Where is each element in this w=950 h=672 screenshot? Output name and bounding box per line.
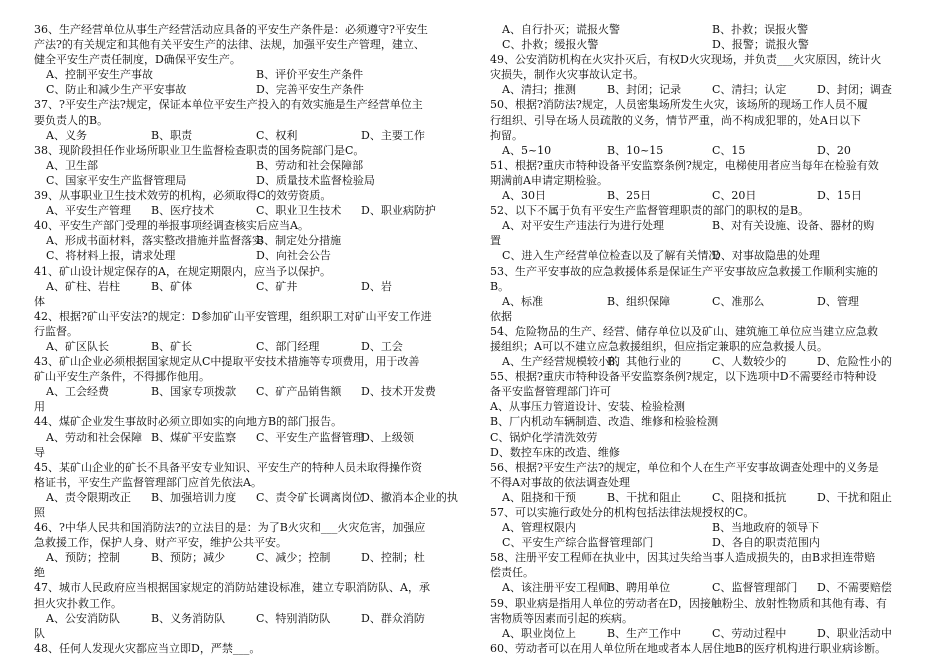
question-text-line: 47、城市人民政府应当根据国家规定的消防站建设标准，建立专职消防队、A，承 xyxy=(34,581,430,595)
question-text-line: 46、?中华人民共和国消防法?的立法目的是：为了B火灾和___火灾危害，加强应 xyxy=(34,521,426,535)
option-text: C、部门经理 xyxy=(256,339,320,353)
question-text-line: 55、根据?重庆市特种设备平安监察条例?规定，以下选项中D不需要经市特种设 xyxy=(490,370,877,384)
option-text: A、平安生产管理 xyxy=(46,204,131,218)
question-text-line: 51、根据?重庆市特种设备平安监察条例?规定，电梯使用者应当每年在检验有效 xyxy=(490,158,879,172)
option-text: C、责令矿长调离岗位 xyxy=(256,490,364,504)
option-text: D、不需要赔偿 xyxy=(817,581,892,595)
left-column xyxy=(34,22,466,656)
question-text-line: 57、可以实施行政处分的机构包括法律法规授权的C。 xyxy=(490,506,755,519)
question-text-line: 依据 xyxy=(490,309,512,323)
option-row xyxy=(490,248,922,263)
option-row xyxy=(490,37,922,52)
option-text: B、对有关设施、设备、器材的购 xyxy=(712,219,875,233)
option-text: B、职责 xyxy=(151,128,193,142)
question-text-line: 52、以下不属于负有平安生产监督管理职责的部门的职权的是B。 xyxy=(490,204,810,218)
option-text: B、医疗技术 xyxy=(151,204,215,218)
option-text: D、撤消本企业的执 xyxy=(361,490,458,504)
option-text: D、15日 xyxy=(817,189,862,203)
question-text-line: 置 xyxy=(490,234,501,248)
option-row xyxy=(34,279,466,294)
question-text-line: 期满前A申请定期检验。 xyxy=(490,173,608,187)
option-text: B、扑救；误报火警 xyxy=(712,23,809,36)
option-text: D、完善平安生产条件 xyxy=(256,83,364,97)
question-text-line: 行监督。 xyxy=(34,324,78,338)
option-row xyxy=(34,203,466,218)
question-text-line: 用 xyxy=(34,400,45,414)
option-row xyxy=(490,218,922,233)
question-text-line: 59、职业病是指用人单位的劳动者在D，因接触粉尘、放射性物质和其他有毒、有 xyxy=(490,596,887,610)
option-row xyxy=(490,82,922,97)
option-text: B、预防；减少 xyxy=(151,551,226,565)
option-text: C、阻挠和抵抗 xyxy=(712,490,787,504)
question-text-line: 队 xyxy=(34,626,45,640)
question-text-line: 50、根据?消防法?规定，人员密集场所发生火灾，该场所的现场工作人员不履 xyxy=(490,98,868,112)
option-text: D、质量技术监督检验局 xyxy=(256,173,375,187)
option-text: D、管理 xyxy=(817,294,859,308)
option-row xyxy=(490,354,922,369)
question-text-line: 38、现阶段担任作业场所职业卫生监督检查职责的国务院部门是C。 xyxy=(34,143,365,157)
option-text: A、阻挠和干预 xyxy=(502,490,576,504)
option-row xyxy=(490,490,922,505)
question-text-line: 担火灾扑救工作。 xyxy=(34,596,122,610)
option-text: B、矿长 xyxy=(151,339,193,353)
option-text: D、危险性小的 xyxy=(817,355,892,369)
option-text: A、控制平安生产事故 xyxy=(46,68,153,82)
option-text: C、劳动过程中 xyxy=(712,626,787,640)
option-text: B、加强培训力度 xyxy=(151,490,237,504)
option-text: D、对事故隐患的处理 xyxy=(712,249,820,263)
option-text: D、20 xyxy=(817,143,851,157)
option-text: C、平安生产监督管理 xyxy=(256,430,364,444)
option-text: C、矿井 xyxy=(256,279,298,293)
option-text: C、职业卫生技术 xyxy=(256,204,342,218)
option-text: A、卫生部 xyxy=(46,158,98,172)
option-text: A、清扫；推测 xyxy=(502,83,576,97)
question-text-line: C、锅炉化学清洗效劳 xyxy=(490,430,598,444)
option-row xyxy=(490,626,922,641)
option-text: B、义务消防队 xyxy=(151,611,226,625)
option-row xyxy=(34,173,466,188)
option-text: B、当地政府的领导下 xyxy=(712,521,820,535)
option-text: B、劳动和社会保障部 xyxy=(256,158,364,172)
question-text-line: B。 xyxy=(490,279,510,293)
question-text-line: 照 xyxy=(34,506,45,519)
option-row xyxy=(34,248,466,263)
option-text: A、职业岗位上 xyxy=(502,626,576,640)
question-text-line: 45、某矿山企业的矿长不具备平安专业知识、平安生产的特种人员未取得操作资 xyxy=(34,460,422,474)
option-text: B、干扰和阻止 xyxy=(607,490,682,504)
option-text: A、该注册平安工程师 xyxy=(502,581,609,595)
option-text: B、煤矿平安监察 xyxy=(151,430,237,444)
option-text: A、矿柱、岩柱 xyxy=(46,279,120,293)
option-row xyxy=(34,430,466,445)
question-text-line: B、厂内机动车辆制造、改造、维修和检验检测 xyxy=(490,415,719,429)
option-text: D、上级领 xyxy=(361,430,414,444)
option-text: A、自行扑灭；谎报火警 xyxy=(502,23,620,36)
option-text: C、国家平安生产监督管理局 xyxy=(46,173,187,187)
option-row xyxy=(490,22,922,37)
option-row xyxy=(34,384,466,399)
option-text: A、公安消防队 xyxy=(46,611,120,625)
option-text: A、预防；控制 xyxy=(46,551,120,565)
option-row xyxy=(490,520,922,535)
option-text: D、群众消防 xyxy=(361,611,425,625)
question-text-line: 60、劳动者可以在用人单位所在地或者本人居住地B的医疗机构进行职业病诊断。 xyxy=(490,641,887,655)
option-text: B、25日 xyxy=(607,189,652,203)
option-text: B、聘用单位 xyxy=(607,581,671,595)
question-text-line: D、数控车床的改造、维修 xyxy=(490,445,620,459)
option-row xyxy=(490,580,922,595)
question-text-line: 41、矿山设计规定保存的A，在规定期限内，应当予以保护。 xyxy=(34,264,331,278)
question-text-line: A、从事压力管道设计、安装、检验检测 xyxy=(490,400,685,414)
option-text: A、工会经费 xyxy=(46,385,109,399)
option-row xyxy=(34,82,466,97)
option-row xyxy=(34,550,466,565)
question-text-line: 58、注册平安工程师在执业中，因其过失给当事人造成损失的，由B求担连带赔 xyxy=(490,551,876,565)
question-text-line: 37、?平安生产法?规定，保证本单位平安生产投入的有效实施是生产经营单位主 xyxy=(34,98,423,112)
question-text-line: 产法?的有关规定和其他有关平安生产的法律、法规，加强平安生产管理，建立、 xyxy=(34,38,425,52)
question-text-line: 39、从事职业卫生技术效劳的机构，必须取得C的效劳资质。 xyxy=(34,189,332,203)
option-text: C、20日 xyxy=(712,189,757,203)
question-text-line: 53、生产平安事故的应急救援体系是保证生产平安事故应急救援工作顺利实施的 xyxy=(490,264,878,278)
option-text: C、防止和减少生产平安事故 xyxy=(46,83,187,97)
question-text-line: 拘留。 xyxy=(490,128,523,142)
question-text-line: 43、矿山企业必须根据国家规定从C中提取平安技术措施等专项费用，用于改善 xyxy=(34,355,420,369)
option-text: D、技术开发费 xyxy=(361,385,436,399)
option-row xyxy=(34,611,466,626)
question-text-line: 要负责人的B。 xyxy=(34,113,109,127)
question-text-line: 42、根据?矿山平安法?的规定：D参加矿山平安管理，组织职工对矿山平安工作进 xyxy=(34,309,432,323)
option-text: C、平安生产综合监督管理部门 xyxy=(502,536,654,550)
option-text: C、特别消防队 xyxy=(256,611,331,625)
option-row xyxy=(490,188,922,203)
question-text-line: 害物质等因素而引起的疾病。 xyxy=(490,611,633,625)
option-text: D、职业活动中 xyxy=(817,626,892,640)
option-row xyxy=(490,294,922,309)
option-row xyxy=(34,233,466,248)
question-text-line: 48、任何人发现火灾都应当立即D，严禁___。 xyxy=(34,641,261,655)
option-text: C、准那么 xyxy=(712,294,765,308)
question-text-line: 49、公安消防机构在火灾扑灭后，有权D火灾现场，并负责___火灾原因，统计火 xyxy=(490,53,882,67)
question-text-line: 40、平安生产部门受理的举报事项经调查核实后应当A。 xyxy=(34,219,309,233)
option-row xyxy=(34,490,466,505)
option-row xyxy=(34,339,466,354)
question-text-line: 44、煤矿企业发生事故时必须立即如实的向地方B的部门报告。 xyxy=(34,415,343,429)
option-text: C、将材料上报，请求处理 xyxy=(46,249,176,263)
option-text: B、其他行业的 xyxy=(607,355,682,369)
question-text-line: 矿山平安生产条件，不得挪作他用。 xyxy=(34,370,210,384)
option-text: A、生产经营规模较小的 xyxy=(502,355,620,369)
question-text-line: 行组织、引导在场人员疏散的义务，情节严重，尚不构成犯罪的，处A日以下 xyxy=(490,113,861,127)
question-text-line: 偿责任。 xyxy=(490,566,534,580)
option-text: B、封闭；记录 xyxy=(607,83,682,97)
option-text: B、评价平安生产条件 xyxy=(256,68,364,82)
question-text-line: 急救援工作，保护人身、财产平安，维护公共平安。 xyxy=(34,536,287,550)
question-text-line: 54、危险物品的生产、经营、储存单位以及矿山、建筑施工单位应当建立应急救 xyxy=(490,324,878,338)
option-text: C、权利 xyxy=(256,128,298,142)
option-text: C、进入生产经营单位检查以及了解有关情况 xyxy=(502,249,720,263)
question-text-line: 灾损失，制作火灾事故认定书。 xyxy=(490,68,644,82)
option-text: B、生产工作中 xyxy=(607,626,682,640)
option-row xyxy=(34,67,466,82)
question-text-line: 56、根据?平安生产法?的规定，单位和个人在生产平安事故调查处理中的义务是 xyxy=(490,460,879,474)
question-text-line: 绝 xyxy=(34,566,45,580)
option-text: A、形成书面材料，落实整改措施并监督落实 xyxy=(46,234,263,248)
option-text: A、责令限期改正 xyxy=(46,490,131,504)
option-row xyxy=(34,128,466,143)
option-text: D、各自的职责范围内 xyxy=(712,536,820,550)
option-text: B、国家专项拨款 xyxy=(151,385,237,399)
option-text: C、矿产品销售额 xyxy=(256,385,342,399)
option-text: A、义务 xyxy=(46,128,87,142)
option-text: D、干扰和阻止 xyxy=(817,490,892,504)
option-text: D、控制；杜 xyxy=(361,551,425,565)
option-text: C、清扫；认定 xyxy=(712,83,787,97)
option-text: A、标准 xyxy=(502,294,543,308)
option-text: D、岩 xyxy=(361,279,392,293)
option-text: C、扑救；缓报火警 xyxy=(502,38,599,52)
option-text: A、30日 xyxy=(502,189,546,203)
option-text: A、管理权限内 xyxy=(502,521,576,535)
option-text: D、向社会公告 xyxy=(256,249,331,263)
option-text: D、工会 xyxy=(361,339,403,353)
option-row xyxy=(490,143,922,158)
option-text: A、5~10 xyxy=(502,143,552,157)
option-text: B、10~15 xyxy=(607,143,664,157)
question-text-line: 体 xyxy=(34,294,45,308)
question-text-line: 援组织；A可以不建立应急救援组织，但应指定兼职的应急救援人员。 xyxy=(490,339,828,353)
question-text-line: 导 xyxy=(34,445,45,459)
question-text-line: 健全平安生产责任制度，D确保平安生产。 xyxy=(34,53,241,67)
option-text: B、组织保障 xyxy=(607,294,671,308)
option-row xyxy=(490,535,922,550)
question-text-line: 备平安监督管理部门许可 xyxy=(490,385,611,399)
option-text: D、封闭；调查 xyxy=(817,83,892,97)
option-text: A、矿区队长 xyxy=(46,339,109,353)
option-text: D、报警；谎报火警 xyxy=(712,38,809,52)
question-text-line: 不得A对事故的依法调查处理 xyxy=(490,475,630,489)
option-text: D、职业病防护 xyxy=(361,204,436,218)
option-text: C、人数较少的 xyxy=(712,355,787,369)
option-text: C、15 xyxy=(712,143,746,157)
question-text-line: 格证书，平安生产监督管理部门应首先依法A。 xyxy=(34,475,262,489)
option-text: C、减少；控制 xyxy=(256,551,331,565)
option-text: A、对平安生产违法行为进行处理 xyxy=(502,219,664,233)
option-text: D、主要工作 xyxy=(361,128,425,142)
question-text-line: 36、生产经营单位从事生产经营活动应具备的平安生产条件是：必须遵守?平安生 xyxy=(34,23,428,36)
option-text: B、制定处分措施 xyxy=(256,234,342,248)
option-text: C、监督管理部门 xyxy=(712,581,798,595)
option-text: B、矿体 xyxy=(151,279,193,293)
right-column xyxy=(490,22,922,656)
option-text: A、劳动和社会保障 xyxy=(46,430,142,444)
option-row xyxy=(34,158,466,173)
